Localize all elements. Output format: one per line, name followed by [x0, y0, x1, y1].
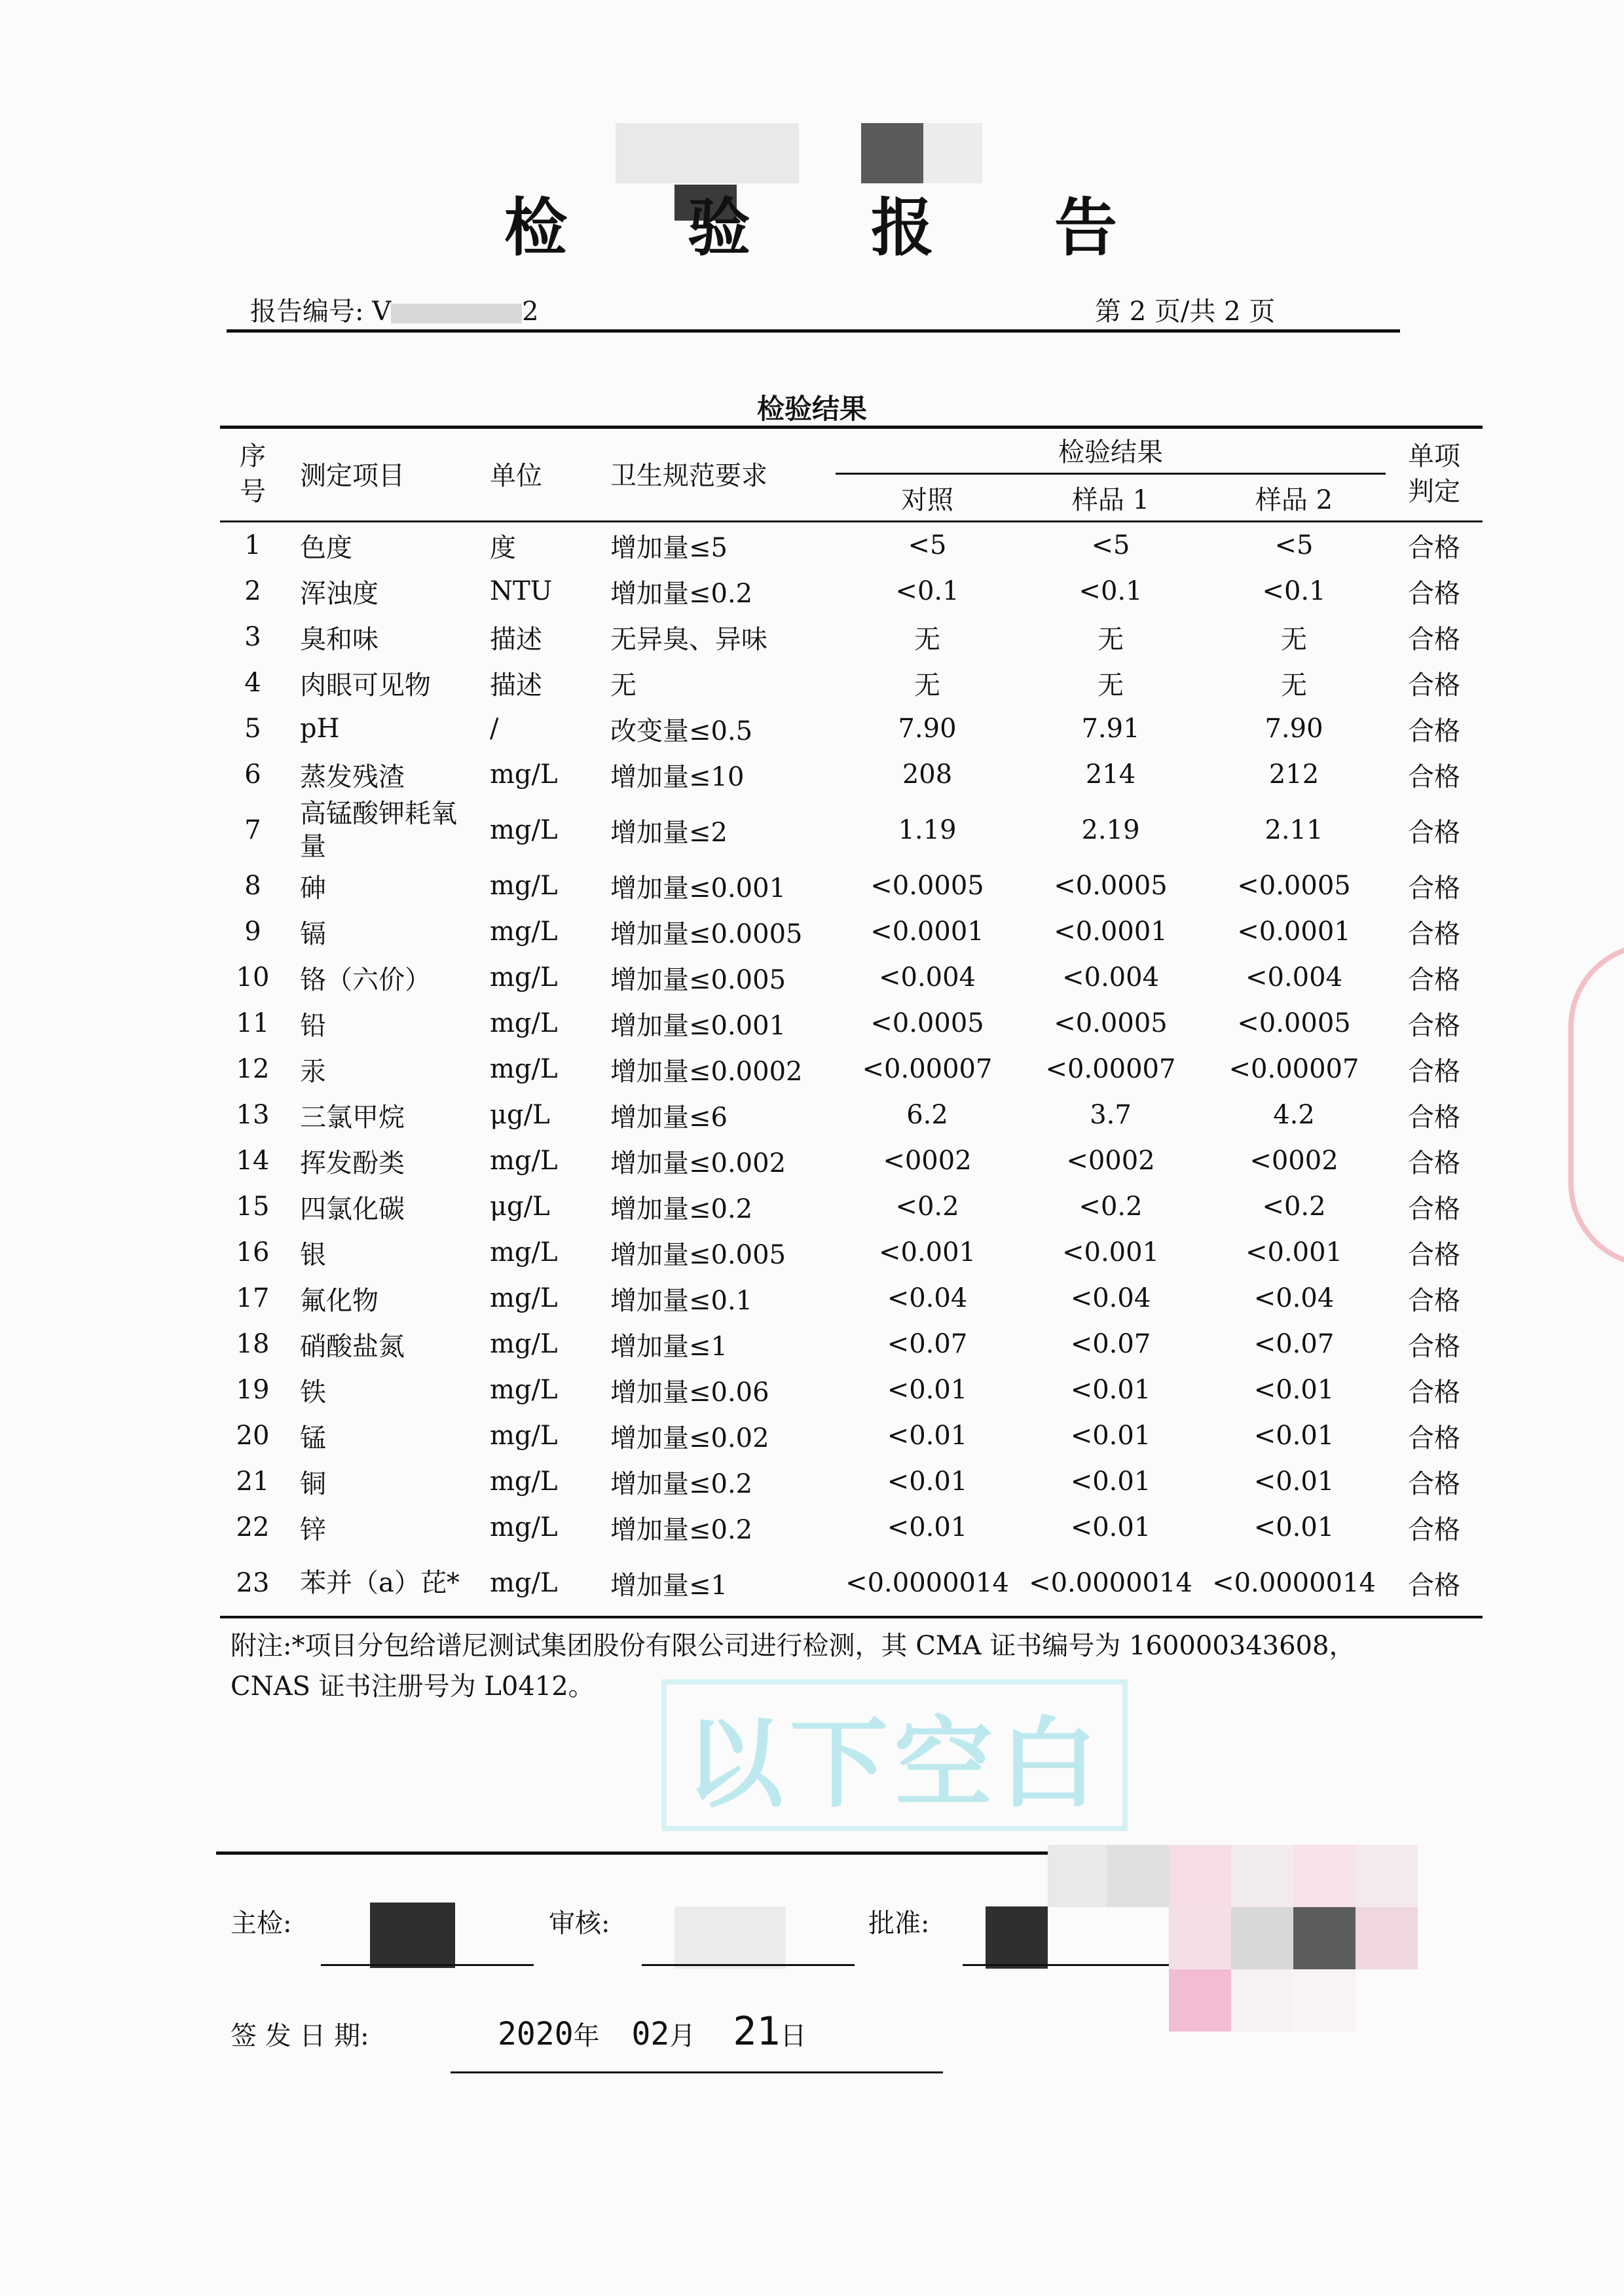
cell-unit: mg/L: [490, 1237, 558, 1267]
table-row: [220, 955, 1483, 1000]
col-header-control: 对照: [836, 474, 1019, 522]
inspector-label: 主检:: [231, 1908, 292, 1939]
cell-spec: 增加量≤0.005: [610, 1239, 786, 1270]
cell-no: 7: [244, 815, 261, 845]
cell-control: <0.0005: [870, 871, 984, 901]
redacted-header-block-light: [923, 123, 982, 183]
cell-control: <0.004: [878, 962, 976, 993]
cell-sample2: <0.001: [1245, 1237, 1343, 1267]
reviewer-signature-line: [642, 1964, 855, 1966]
issue-date-day-suffix: 日: [780, 2021, 807, 2051]
cell-sample1: <0.0005: [1054, 871, 1168, 901]
page-info: 第 2 页/共 2 页: [1095, 297, 1276, 327]
cell-sample2: <0.1: [1262, 576, 1326, 606]
cell-sample1: <0.01: [1070, 1467, 1151, 1497]
cell-sample1: 2.19: [1081, 815, 1140, 845]
cell-unit: mg/L: [490, 1054, 558, 1084]
cell-no: 5: [244, 714, 261, 744]
title-char: 验: [688, 191, 750, 264]
cell-item: 砷: [300, 873, 326, 903]
issue-date: [498, 2009, 806, 2054]
cell-sample2: <0.01: [1253, 1375, 1335, 1405]
cell-item: 臭和味: [300, 624, 378, 655]
cell-no: 16: [236, 1237, 270, 1267]
cell-no: 11: [236, 1008, 270, 1038]
cell-spec: 增加量≤0.2: [610, 1194, 753, 1224]
cell-sample1: <0.0005: [1054, 1008, 1168, 1038]
cell-item: 肉眼可见物: [300, 670, 431, 701]
table-row: [220, 863, 1483, 909]
title-char: 检: [504, 191, 567, 264]
cell-unit: NTU: [490, 576, 553, 606]
signature-top-rule: [216, 1851, 1159, 1855]
cell-judge: 合格: [1408, 1239, 1460, 1270]
cell-spec: 增加量≤0.0005: [610, 919, 803, 949]
col-header-item: 测定项目: [286, 427, 482, 522]
cell-unit: mg/L: [490, 1008, 558, 1038]
cell-spec: 增加量≤6: [610, 1102, 728, 1133]
inspector-signature-line: [321, 1964, 534, 1966]
cell-control: <0.0005: [870, 1008, 984, 1038]
cell-unit: mg/L: [490, 1512, 558, 1542]
cell-spec: 增加量≤0.005: [610, 964, 786, 995]
cell-item: 铜: [300, 1468, 326, 1499]
cell-item: pH: [300, 714, 340, 744]
report-number-suffix: 2: [522, 297, 539, 327]
cell-control: <0.0000014: [836, 1550, 1019, 1617]
cell-sample2: <0.01: [1253, 1512, 1335, 1542]
table-row: [220, 1413, 1483, 1459]
cell-sample2: <0.0000014: [1202, 1550, 1386, 1617]
cell-spec: 增加量≤5: [610, 532, 728, 563]
table-row: [220, 1459, 1483, 1504]
cell-item: 高锰酸钾耗氧量: [300, 799, 457, 862]
cell-item: 铁: [300, 1377, 326, 1408]
cell-spec: 增加量≤0.2: [610, 578, 753, 609]
cell-no: 6: [244, 759, 261, 790]
cell-sample2: <0.01: [1253, 1421, 1335, 1451]
table-row: [220, 1367, 1483, 1413]
cell-sample1: <0.1: [1079, 576, 1143, 606]
cell-spec: 增加量≤1: [600, 1550, 836, 1617]
cell-sample2: <0.04: [1253, 1283, 1335, 1313]
issue-date-month-suffix: 月: [669, 2021, 696, 2051]
cell-judge: 合格: [1408, 761, 1460, 792]
col-header-unit: 单位: [482, 427, 600, 522]
cell-sample2: 无: [1281, 670, 1307, 701]
cell-control: <0.04: [887, 1283, 968, 1313]
cell-unit: mg/L: [490, 1283, 558, 1313]
cell-unit: mg/L: [490, 1329, 558, 1359]
cell-judge: 合格: [1408, 919, 1460, 949]
cell-item: 苯并（a）芘*: [286, 1550, 482, 1617]
title-char: 告: [1054, 191, 1117, 264]
cell-control: 无: [914, 670, 940, 701]
cell-unit: 描述: [490, 670, 542, 701]
cell-control: 1.19: [898, 815, 957, 845]
cell-spec: 增加量≤0.002: [610, 1148, 786, 1178]
table-row: [220, 1230, 1483, 1275]
cell-control: <0.01: [887, 1375, 968, 1405]
cell-unit: 度: [490, 532, 516, 563]
cell-spec: 增加量≤0.2: [610, 1468, 753, 1499]
cell-judge: 合格: [1408, 1514, 1460, 1545]
cell-control: <5: [908, 530, 947, 560]
cell-unit: mg/L: [482, 1550, 600, 1617]
cell-no: 19: [236, 1375, 270, 1405]
table-row: [220, 1046, 1483, 1092]
cell-sample1: <0.0001: [1054, 917, 1168, 947]
table-row: [220, 909, 1483, 955]
cell-item: 汞: [300, 1056, 326, 1087]
table-row: [220, 1504, 1483, 1550]
cell-spec: 无: [610, 670, 637, 701]
cell-item: 氟化物: [300, 1285, 378, 1316]
table-caption: 检验结果: [756, 393, 867, 425]
inspector-signature-redacted: [370, 1903, 455, 1968]
cell-spec: 增加量≤10: [610, 761, 745, 792]
report-number: [250, 291, 539, 328]
cell-item: 铬（六价）: [300, 964, 431, 995]
cell-unit: μg/L: [490, 1192, 550, 1222]
cell-item: 锰: [300, 1423, 326, 1453]
cell-judge: 合格: [1408, 1423, 1460, 1453]
cell-no: 23: [220, 1550, 286, 1617]
cell-judge: 合格: [1408, 1010, 1460, 1041]
cell-no: 20: [236, 1421, 270, 1451]
cell-sample1: 7.91: [1081, 714, 1140, 744]
cell-sample2: 7.90: [1264, 714, 1323, 744]
issue-date-label: 签 发 日 期:: [231, 2021, 369, 2051]
cell-unit: mg/L: [490, 917, 558, 947]
cell-sample1: <0.01: [1070, 1421, 1151, 1451]
table-row: [220, 1275, 1483, 1321]
table-row: [220, 1550, 1483, 1617]
cell-no: 2: [244, 576, 261, 606]
cell-item: 挥发酚类: [300, 1148, 405, 1178]
table-row: [220, 1321, 1483, 1367]
cell-judge: 合格: [1408, 1056, 1460, 1087]
cell-sample2: 212: [1268, 759, 1320, 790]
cell-no: 18: [236, 1329, 270, 1359]
cell-item: 银: [300, 1239, 326, 1270]
cell-judge: 合格: [1408, 1331, 1460, 1362]
cell-sample1: <0.01: [1070, 1375, 1151, 1405]
cell-spec: 增加量≤0.0002: [610, 1056, 803, 1087]
table-row: [220, 797, 1483, 863]
cell-sample2: <0.004: [1245, 962, 1343, 993]
redacted-header-block: [616, 123, 799, 183]
cell-control: 7.90: [898, 714, 957, 744]
cell-sample1: <0.004: [1061, 962, 1160, 993]
cell-control: 无: [914, 624, 940, 655]
cell-unit: mg/L: [490, 815, 558, 845]
note-line-1: 附注:*项目分包给谱尼测试集团股份有限公司进行检测，其 CMA 证书编号为 160000343608，: [231, 1631, 1356, 1661]
cell-judge: 合格: [1386, 1550, 1483, 1617]
cell-judge: 合格: [1408, 1102, 1460, 1133]
cell-spec: 增加量≤0.001: [610, 873, 786, 903]
cell-unit: mg/L: [490, 1146, 558, 1176]
cell-item: 铅: [300, 1010, 326, 1041]
redacted-seal-mosaic: [1048, 1845, 1480, 2094]
blank-below-stamp: 以下空白: [661, 1679, 1128, 1831]
cell-item: 浑浊度: [300, 578, 378, 609]
cell-sample2: <0.0001: [1237, 917, 1351, 947]
title-char: 报: [871, 191, 934, 264]
cell-control: 6.2: [906, 1100, 948, 1130]
cell-no: 1: [244, 530, 261, 560]
seal-fragment: [1568, 943, 1624, 1267]
table-row: [220, 568, 1483, 614]
cell-spec: 增加量≤0.001: [610, 1010, 786, 1041]
cell-spec: 增加量≤1: [610, 1331, 728, 1362]
cell-sample1: 214: [1085, 759, 1136, 790]
cell-no: 9: [244, 917, 261, 947]
cell-no: 4: [244, 668, 261, 698]
cell-item: 硝酸盐氮: [300, 1331, 405, 1362]
cell-no: 13: [236, 1100, 270, 1130]
cell-judge: 合格: [1408, 817, 1460, 848]
header-rule: [227, 329, 1400, 333]
cell-judge: 合格: [1408, 1285, 1460, 1316]
cell-spec: 增加量≤0.06: [610, 1377, 769, 1408]
note-line-2: CNAS 证书注册号为 L0412。: [231, 1671, 595, 1702]
cell-control: <0.0001: [870, 917, 984, 947]
redacted-report-number: [391, 304, 522, 323]
cell-spec: 增加量≤0.2: [610, 1514, 753, 1545]
cell-sample1: <0.04: [1070, 1283, 1151, 1313]
cell-sample2: 4.2: [1273, 1100, 1315, 1130]
col-header-sample2: 样品 2: [1202, 474, 1386, 522]
cell-unit: /: [490, 714, 499, 744]
approver-signature-redacted: [986, 1906, 1048, 1969]
table-row: [220, 660, 1483, 706]
col-header-results: 检验结果: [836, 427, 1386, 474]
table-row: [220, 752, 1483, 797]
cell-judge: 合格: [1408, 624, 1460, 655]
approver-label: 批准:: [868, 1908, 930, 1939]
cell-control: <0002: [883, 1146, 972, 1176]
table-row: [220, 614, 1483, 660]
cell-sample2: <0.0005: [1237, 1008, 1351, 1038]
reviewer-label: 审核:: [549, 1908, 610, 1939]
cell-judge: 合格: [1408, 670, 1460, 701]
col-header-seq: 序 号: [220, 427, 286, 522]
cell-sample1: <0.001: [1061, 1237, 1160, 1267]
cell-judge: 合格: [1408, 1194, 1460, 1224]
cell-item: 镉: [300, 919, 326, 949]
cell-control: <0.01: [887, 1512, 968, 1542]
report-number-label: 报告编号: V: [250, 297, 392, 327]
cell-judge: 合格: [1408, 532, 1460, 563]
cell-no: 17: [236, 1283, 270, 1313]
cell-sample2: <0.07: [1253, 1329, 1335, 1359]
table-row: [220, 1184, 1483, 1230]
cell-sample1: <0.00007: [1045, 1054, 1176, 1084]
cell-judge: 合格: [1408, 1377, 1460, 1408]
cell-judge: 合格: [1408, 1148, 1460, 1178]
table-row: [220, 522, 1483, 569]
cell-sample1: 无: [1098, 624, 1124, 655]
cell-sample2: 2.11: [1264, 815, 1323, 845]
cell-sample1: <0.2: [1079, 1192, 1143, 1222]
cell-no: 22: [236, 1512, 270, 1542]
cell-control: <0.00007: [862, 1054, 993, 1084]
cell-no: 10: [236, 962, 270, 993]
col-header-judge: 单项 判定: [1386, 427, 1483, 522]
cell-item: 三氯甲烷: [300, 1102, 405, 1133]
cell-sample2: <0.0005: [1237, 871, 1351, 901]
col-header-sample1: 样品 1: [1019, 474, 1202, 522]
cell-unit: mg/L: [490, 1375, 558, 1405]
cell-spec: 增加量≤2: [610, 817, 728, 848]
cell-sample1: 无: [1098, 670, 1124, 701]
reviewer-signature-redacted: [674, 1906, 786, 1969]
cell-control: 208: [902, 759, 953, 790]
issue-date-line: [451, 2071, 943, 2073]
cell-sample2: <0.01: [1253, 1467, 1335, 1497]
cell-control: <0.01: [887, 1421, 968, 1451]
table-row: [220, 706, 1483, 752]
cell-unit: mg/L: [490, 1467, 558, 1497]
cell-no: 15: [236, 1192, 270, 1222]
cell-no: 21: [236, 1467, 270, 1497]
cell-sample1: 3.7: [1090, 1100, 1132, 1130]
cell-control: <0.001: [878, 1237, 976, 1267]
cell-control: <0.1: [895, 576, 959, 606]
cell-no: 12: [236, 1054, 270, 1084]
cell-control: <0.2: [895, 1192, 959, 1222]
cell-item: 色度: [300, 532, 352, 563]
results-table: [220, 427, 1483, 1618]
table-row: [220, 1138, 1483, 1184]
cell-unit: μg/L: [490, 1100, 550, 1130]
cell-unit: mg/L: [490, 871, 558, 901]
cell-sample2: <0.2: [1262, 1192, 1326, 1222]
cell-item: 蒸发残渣: [300, 761, 405, 792]
cell-judge: 合格: [1408, 873, 1460, 903]
cell-spec: 增加量≤0.1: [610, 1285, 753, 1316]
cell-sample1: <0.01: [1070, 1512, 1151, 1542]
cell-no: 8: [244, 871, 261, 901]
cell-no: 3: [244, 622, 261, 652]
cell-item: 四氯化碳: [300, 1194, 405, 1224]
cell-item: 锌: [300, 1514, 326, 1545]
cell-sample1: <0002: [1066, 1146, 1155, 1176]
cell-control: <0.07: [887, 1329, 968, 1359]
issue-date-year: 2020: [498, 2016, 574, 2052]
cell-unit: mg/L: [490, 1421, 558, 1451]
cell-sample1: <5: [1091, 530, 1130, 560]
cell-control: <0.01: [887, 1467, 968, 1497]
cell-spec: 改变量≤0.5: [610, 716, 753, 746]
cell-unit: mg/L: [490, 759, 558, 790]
table-row: [220, 1000, 1483, 1046]
redacted-header-block-dark: [861, 123, 923, 183]
col-header-spec: 卫生规范要求: [600, 427, 836, 522]
cell-no: 14: [236, 1146, 270, 1176]
cell-judge: 合格: [1408, 1468, 1460, 1499]
cell-judge: 合格: [1408, 964, 1460, 995]
issue-date-day: 21: [733, 2009, 781, 2054]
cell-spec: 增加量≤0.02: [610, 1423, 769, 1453]
cell-sample2: <0.00007: [1228, 1054, 1359, 1084]
cell-unit: mg/L: [490, 962, 558, 993]
cell-sample2: <5: [1274, 530, 1314, 560]
cell-sample1: <0.07: [1070, 1329, 1151, 1359]
table-row: [220, 1092, 1483, 1138]
cell-sample1: <0.0000014: [1019, 1550, 1202, 1617]
cell-unit: 描述: [490, 624, 542, 655]
issue-date-month: 02: [631, 2016, 670, 2052]
issue-date-year-suffix: 年: [573, 2021, 600, 2051]
cell-spec: 无异臭、异味: [610, 624, 767, 655]
cell-judge: 合格: [1408, 716, 1460, 746]
cell-sample2: <0002: [1249, 1146, 1338, 1176]
cell-judge: 合格: [1408, 578, 1460, 609]
cell-sample2: 无: [1281, 624, 1307, 655]
